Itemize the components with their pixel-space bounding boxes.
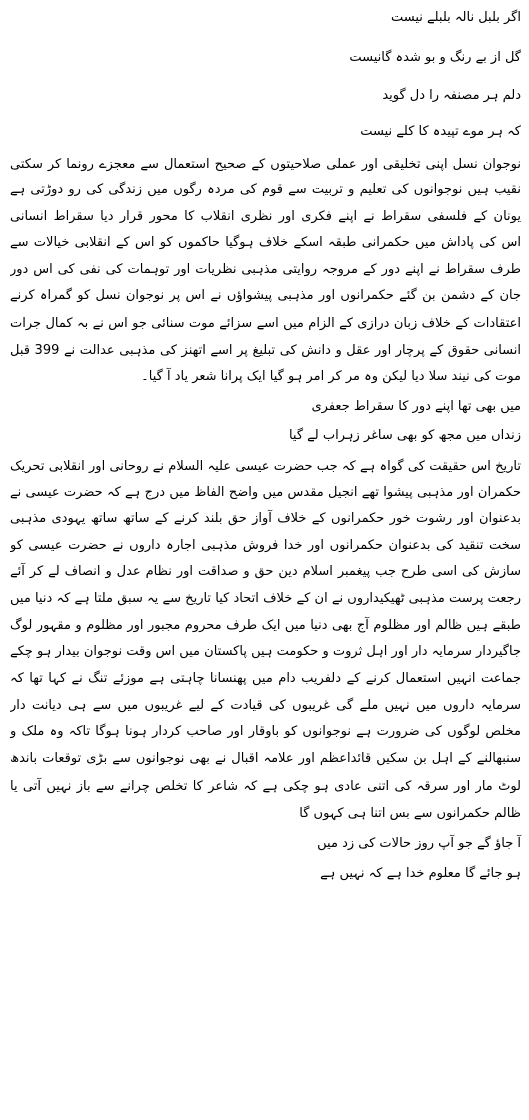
paragraph-1-line: نوجوان نسل اپنی تخلیقی اور عملی صلاحیتوں کے صحیح استعمال سے معجزے رونما کر سکتی [10,157,521,172]
opening-verse-line: اگر بلبل نالہ بلبلے نیست [390,10,521,25]
paragraph-2-line: طبقے ہیں ظالم اور مظلوم آج بھی دنیا میں ایک طرف محروم مجبور اور مظلوم و مقہور لوگ [10,618,521,633]
couplet-2-line: آ جاؤ گے جو آپ روز حالات کی زد میں [317,836,521,851]
paragraph-1-line: اس کی پاداش میں حکمرانی طبقہ اسکے خلاف ہوگیا حاکموں کو اس کے انقلابی خیالات سے [10,235,521,250]
paragraph-2-line: لوٹ مار اور سرقہ کی اتنی عادی ہو چکی ہے کہ شاعر کا تخلص چرانے سے باز نہیں آتی یا [10,779,521,794]
paragraph-1-line: طرف سقراط نے اپنے دور کے مروجہ روایتی مذہبی نظریات اور توہمات کی نفی کی اس دور [10,262,521,277]
opening-verse-line: کہ ہر موے تپیدہ کا کلے نیست [360,124,521,139]
opening-verse-line: دلم ہر مصنفہ را دل گوید [382,88,521,103]
paragraph-2-line: سخت تنقید کی بدعنوان حکمرانوں اور خدا فروش مذہبی اجارہ داروں نے حضرت عیسی کو [10,538,521,553]
paragraph-2-line: جماعت انہیں استعمال کرنے کے دلفریب دام میں پھنسانا چاہتی ہے موزئے تنگ نے کہا تھا کہ [10,671,521,686]
opening-verse-line: گل از بے رنگ و بو شدہ گانیست [349,50,521,65]
paragraph-2-line: تاریخ اس حقیقت کی گواہ ہے کہ جب حضرت عیسی علیہ السلام نے روحانی اور انقلابی تحریک [10,459,521,474]
paragraph-1-line: اعتقادات کے خلاف زبان درازی کے الزام میں اسے سزائے موت سنائی جو اس نے بہ کمال جرات [10,316,521,331]
paragraph-1-line: انسانی حقوق کے پرچار اور عقل و دانش کی تبلیغ پر اسے اتھنز کی مذہبی عدالت نے 399 قبل [10,343,521,358]
paragraph-2-line: ظالم حکمرانوں سے بس اتنا ہی کہوں گا [299,806,521,821]
couplet-1-line: زنداں میں مجھ کو بھی ساغر زہراب لے گیا [288,428,521,443]
paragraph-1-line: نقیب ہیں نوجوانوں کی تعلیم و تربیت سے قوم کی مردہ رگوں میں زندگی کی رو دوڑتی ہے [10,182,521,197]
paragraph-1-line: جان کے دشمن بن گئے حکمرانوں اور مذہبی پیشواؤں نے اس پر نوجوان نسل کو گمراہ کرنے [10,288,521,303]
paragraph-2-line: مخلص لوگوں کی ضرورت ہے نوجوانوں کو باوقار اور صاحب کردار ہونا ہوگا تاکہ وہ ملک و [10,724,521,739]
paragraph-2-line: سرمایہ داروں میں نہیں ملے گی غریبوں کی قیادت کے لیے غریبوں میں سے ہی دیانت دار [10,698,521,713]
paragraph-1-line: موت کی نیند سلا دیا لیکن وہ مر کر امر ہو گیا ایک پرانا شعر یاد آ گیا۔ [141,369,521,384]
paragraph-2-line: سنبھالنے کے اہل بن سکیں قائداعظم اور علامہ اقبال نے بھی نوجوانوں سے بڑی توقعات باندھ [10,751,521,766]
paragraph-2-line: سازش کی اسی طرح جب پیغمبر اسلام دین حق و صداقت اور نظام عدل و انصاف لے کر آئے [10,564,521,579]
paragraph-2-line: حکمران اور مذہبی پیشوا تھے انجیل مقدس میں واضح الفاظ میں درج ہے کہ حضرت عیسی نے [10,485,521,500]
couplet-1-line: میں بھی تھا اپنے دور کا سقراط جعفری [311,399,521,414]
couplet-2-line: ہو جائے گا معلوم خدا ہے کہ نہیں ہے [320,866,521,881]
paragraph-2-line: جاگیردار سرمایہ دار اور اہل ثروت و حکومت ہیں پاکستان میں اس وقت نوجوان بیدار ہو چکے [10,644,521,659]
paragraph-1-line: یونان کے فلسفی سقراط نے اپنے فکری اور نظری انقلاب کا محور قرار دیا سقراط انسانی [10,209,521,224]
paragraph-2-line: بدعنوان اور رشوت خور حکمرانوں کے خلاف آواز حق بلند کرنے کے ساتھ ساتھ یہودی مذہبی [10,511,521,526]
paragraph-2-line: رجعت پرست مذہبی ٹھیکیداروں نے ان کے خلاف اتحاد کیا تاریخ سے یہ سبق ملتا ہے کہ دنیا میں [10,591,521,606]
